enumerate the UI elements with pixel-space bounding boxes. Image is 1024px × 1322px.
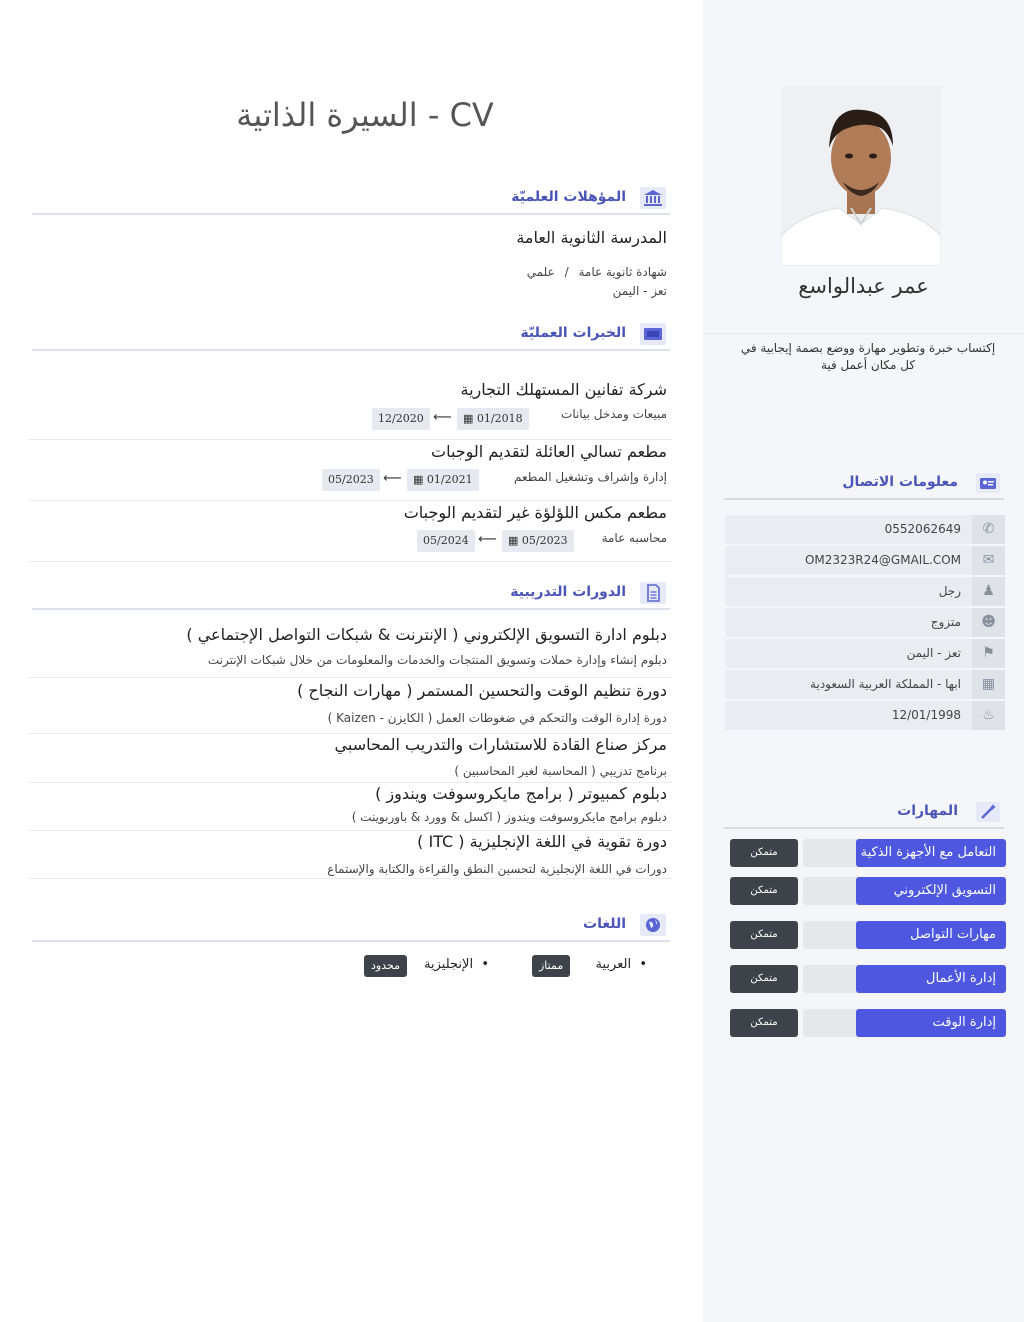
- contact-email: [725, 546, 1005, 575]
- marital-status-value: متزوج: [930, 615, 961, 629]
- course-description: دورات في اللغة الإنجليزية لتحسين النطق والقراءة والكتابة والإستماع: [327, 862, 667, 876]
- nationality-value: تعز - اليمن: [906, 646, 961, 660]
- gender-value: رجل: [938, 584, 961, 598]
- language-name: الإنجليزية: [424, 957, 474, 972]
- contact-nationality: [725, 639, 1005, 668]
- skill-row: [727, 1009, 1006, 1037]
- start-date-value: 01/2021: [426, 473, 473, 486]
- skill-bar-track: [803, 1009, 1006, 1037]
- skills-section-header: [724, 801, 1004, 829]
- experience-role: محاسبه عامة: [601, 531, 667, 545]
- skill-row: [727, 877, 1006, 905]
- start-date-value: 01/2018: [476, 412, 523, 425]
- phone-value: 0552062649: [884, 522, 961, 536]
- skill-bar-track: [803, 921, 1006, 949]
- skill-bar-fill: مهارات التواصل: [856, 921, 1006, 949]
- skill-level-badge: متمكن: [730, 877, 798, 905]
- experience-end-date: 05/2024: [417, 530, 475, 552]
- contact-birthdate: [725, 701, 1005, 730]
- skill-level-badge: متمكن: [730, 839, 798, 867]
- sidebar: [703, 0, 1024, 1322]
- courses-section-title: الدورات التدريبية: [510, 584, 626, 600]
- skill-row: [727, 839, 1006, 867]
- experience-divider: [28, 439, 672, 440]
- calendar-icon: ▦: [463, 412, 474, 425]
- arrow-left-icon: ⟵: [478, 532, 497, 547]
- contact-section-title: معلومات الاتصال: [842, 474, 958, 490]
- degree: شهادة ثانوية عامة: [578, 265, 667, 279]
- contact-address: [725, 670, 1005, 699]
- skills-section-title: المهارات: [897, 803, 958, 819]
- globe-icon: [640, 914, 666, 936]
- experience-company: شركة تفانين المستهلك التجارية: [460, 380, 667, 399]
- experience-role: إدارة وإشراف وتشغيل المطعم: [514, 470, 667, 484]
- language-level-badge: ممتاز: [532, 955, 570, 977]
- skill-level-badge: متمكن: [730, 965, 798, 993]
- contact-phone: [725, 515, 1005, 544]
- experience-start-date: [457, 408, 529, 430]
- address-card-icon: [976, 473, 1000, 493]
- skill-bar-track: [803, 877, 1006, 905]
- arrow-left-icon: ⟵: [383, 471, 402, 486]
- bullet: •: [473, 957, 489, 972]
- contact-gender: [725, 577, 1005, 606]
- skill-row: [727, 965, 1006, 993]
- course-divider: [28, 733, 672, 734]
- course-description: دورة إدارة الوقت والتحكم في ضغوطات العمل ( الكايزن - Kaizen ): [327, 711, 667, 725]
- university-icon: [640, 187, 666, 209]
- course-description: دبلوم برامج مايكروسوفت ويندوز ( اكسل & وورد & باوربوينت ): [351, 810, 667, 824]
- experience-end-date: 05/2023: [322, 469, 380, 491]
- education-section-header: [32, 187, 670, 215]
- experience-role: مبيعات ومدخل بيانات: [561, 407, 667, 421]
- skill-bar-fill: التسويق الإلكتروني: [856, 877, 1006, 905]
- skill-level-badge: متمكن: [730, 921, 798, 949]
- skill-bar-track: [803, 839, 1006, 867]
- skill-bar-fill: التعامل مع الأجهزة الذكية: [856, 839, 1006, 867]
- start-date-value: 05/2023: [521, 534, 568, 547]
- language-item: [596, 957, 647, 972]
- school-name: المدرسة الثانوية العامة: [516, 228, 667, 247]
- course-title: دبلوم ادارة التسويق الإلكتروني ( الإنترنت & شبكات التواصل الإجتماعي ): [186, 625, 667, 644]
- experience-divider: [28, 500, 672, 501]
- courses-section-header: [32, 582, 670, 610]
- users-icon: ☻: [972, 608, 1005, 637]
- flag-icon: ⚑: [972, 639, 1005, 668]
- career-objective: إكتساب خبرة وتطوير مهارة ووضع بصمة إيجابية في كل مكان أعمل فية: [740, 341, 996, 372]
- profile-name: عمر عبدالواسع: [798, 274, 929, 298]
- bullet: •: [631, 957, 647, 972]
- language-item: [424, 957, 489, 972]
- course-description: دبلوم إنشاء وإدارة حملات وتسويق المنتجات والخدمات والمعلومات من خلال شبكات الإنترنت: [207, 653, 667, 667]
- skill-bar-fill: إدارة الوقت: [856, 1009, 1006, 1037]
- experience-company: مطعم تسالي العائلة لتقديم الوجبات: [431, 442, 667, 461]
- envelope-icon: ✉: [972, 546, 1005, 575]
- birthdate-value: 12/01/1998: [891, 708, 961, 722]
- language-name: العربية: [595, 957, 632, 972]
- course-divider: [28, 677, 672, 678]
- experience-company: مطعم مكس اللؤلؤة غير لتقديم الوجبات: [403, 503, 667, 522]
- course-divider: [28, 878, 672, 879]
- experience-start-date: [407, 469, 479, 491]
- male-icon: ♟: [972, 577, 1005, 606]
- language-level-badge: محدود: [364, 955, 407, 977]
- sidebar-divider: [703, 333, 1024, 334]
- page-title: السيرة الذاتية - CV: [236, 96, 494, 134]
- experience-divider: [28, 561, 672, 562]
- languages-section-header: [32, 914, 670, 942]
- course-title: دورة تنظيم الوقت والتحسين المستمر ( مهارات النجاح ): [297, 681, 667, 700]
- email-value: OM2323R24@GMAIL.COM: [804, 553, 961, 567]
- course-divider: [28, 830, 672, 831]
- education-location: تعز - اليمن: [612, 284, 667, 298]
- calendar-icon: ▦: [413, 473, 424, 486]
- course-description: برنامج تدريبي ( المحاسبة لغير المحاسبين ): [454, 764, 667, 778]
- course-title: مركز صناع القادة للاستشارات والتدريب المحاسبي: [334, 735, 667, 754]
- major: علمي: [526, 265, 555, 279]
- calendar-icon: ▦: [508, 534, 519, 547]
- birthday-cake-icon: ♨: [972, 701, 1005, 730]
- course-title: دبلوم كمبيوتر ( برامج مايكروسوفت ويندوز ): [375, 784, 667, 803]
- id-badge-icon: [640, 323, 666, 345]
- map-icon: ▦: [972, 670, 1005, 699]
- contact-list: [725, 515, 1005, 732]
- file-text-icon: [640, 582, 666, 604]
- degree-line: [527, 265, 667, 279]
- profile-photo: [781, 86, 941, 266]
- experience-start-date: [502, 530, 574, 552]
- degree-separator: /: [564, 265, 569, 279]
- experience-section-header: [32, 323, 670, 351]
- phone-icon: ✆: [972, 515, 1005, 544]
- course-title: دورة تقوية في اللغة الإنجليزية ( ITC ): [417, 832, 667, 851]
- experience-section-title: الخبرات العمليّة: [520, 325, 626, 341]
- education-section-title: المؤهلات العلميّة: [511, 189, 626, 205]
- skill-bar-fill: إدارة الأعمال: [856, 965, 1006, 993]
- magic-wand-icon: [976, 802, 1000, 822]
- skill-level-badge: متمكن: [730, 1009, 798, 1037]
- course-divider: [28, 782, 672, 783]
- experience-end-date: 12/2020: [372, 408, 430, 430]
- languages-section-title: اللغات: [583, 916, 626, 932]
- contact-section-header: [724, 472, 1004, 500]
- skill-bar-track: [803, 965, 1006, 993]
- skill-row: [727, 921, 1006, 949]
- address-value: ابها - المملكة العربية السعودية: [810, 677, 961, 691]
- arrow-left-icon: ⟵: [433, 410, 452, 425]
- contact-marital-status: [725, 608, 1005, 637]
